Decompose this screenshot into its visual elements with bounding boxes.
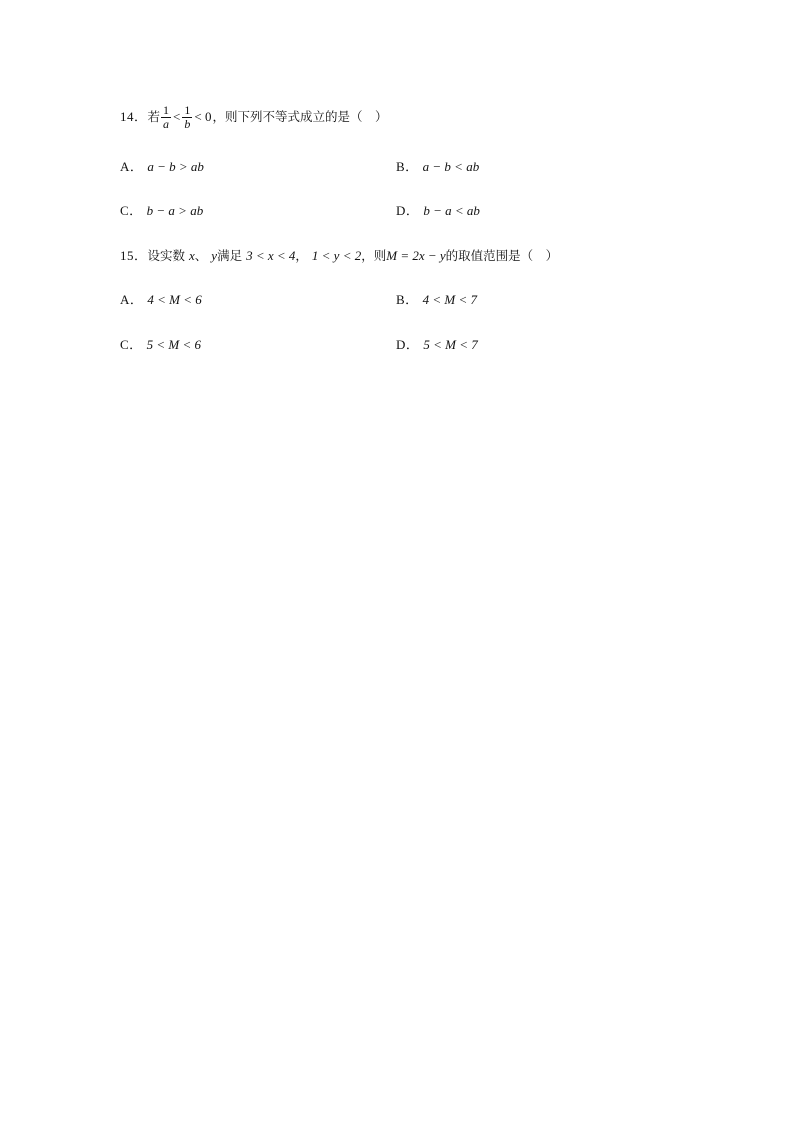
less-than-sign: < <box>173 109 181 124</box>
option-label: B． <box>396 292 419 307</box>
option-expression: b − a > ab <box>146 203 204 218</box>
option-expression: 5 < M < 7 <box>423 337 478 352</box>
expression-m: M = 2x − y <box>386 248 446 263</box>
question-prefix: 设实数 <box>147 248 186 263</box>
fraction-1-over-a <box>161 104 171 131</box>
option-c[interactable] <box>120 203 203 219</box>
question-number: 14． <box>120 109 148 124</box>
option-c[interactable] <box>120 337 201 353</box>
option-label: D． <box>396 337 420 352</box>
question-prefix: 若 <box>147 109 161 124</box>
option-label: B． <box>396 159 419 174</box>
option-d[interactable] <box>396 337 478 353</box>
option-label: A． <box>120 292 144 307</box>
option-expression: a − b > ab <box>147 159 204 174</box>
question-14-stem <box>120 104 387 131</box>
fraction-denominator: a <box>163 117 170 131</box>
question-suffix: ，则下列不等式成立的是（ ） <box>212 109 388 124</box>
option-a[interactable] <box>120 159 204 175</box>
fraction-1-over-b <box>182 104 192 131</box>
option-b[interactable] <box>396 292 477 308</box>
option-expression: 4 < M < 6 <box>147 292 202 307</box>
option-expression: b − a < ab <box>423 203 480 218</box>
question-15-stem <box>120 248 558 264</box>
condition-y-range: 1 < y < 2 <box>311 248 362 263</box>
condition-x-range: 3 < x < 4 <box>246 248 296 263</box>
question-number: 15． <box>120 248 148 263</box>
option-label: C． <box>120 337 143 352</box>
fraction-denominator: b <box>184 117 191 131</box>
comma-then: ，则 <box>361 248 387 263</box>
option-a[interactable] <box>120 292 202 308</box>
variable-x: x <box>189 248 195 263</box>
option-expression: 5 < M < 6 <box>146 337 202 352</box>
separator: 、 <box>194 248 208 263</box>
mid-text: 满足 <box>217 248 243 263</box>
option-d[interactable] <box>396 203 480 219</box>
variable-y: y <box>211 248 218 263</box>
option-expression: a − b < ab <box>422 159 480 174</box>
option-label: A． <box>120 159 144 174</box>
comma: ， <box>295 248 308 263</box>
option-expression: 4 < M < 7 <box>422 292 478 307</box>
question-suffix: 的取值范围是（ ） <box>445 248 559 263</box>
fraction-numerator: 1 <box>163 103 170 117</box>
condition-tail: < 0 <box>194 109 212 124</box>
fraction-numerator: 1 <box>184 103 191 117</box>
option-b[interactable] <box>396 159 479 175</box>
option-label: D． <box>396 203 420 218</box>
option-label: C． <box>120 203 143 218</box>
